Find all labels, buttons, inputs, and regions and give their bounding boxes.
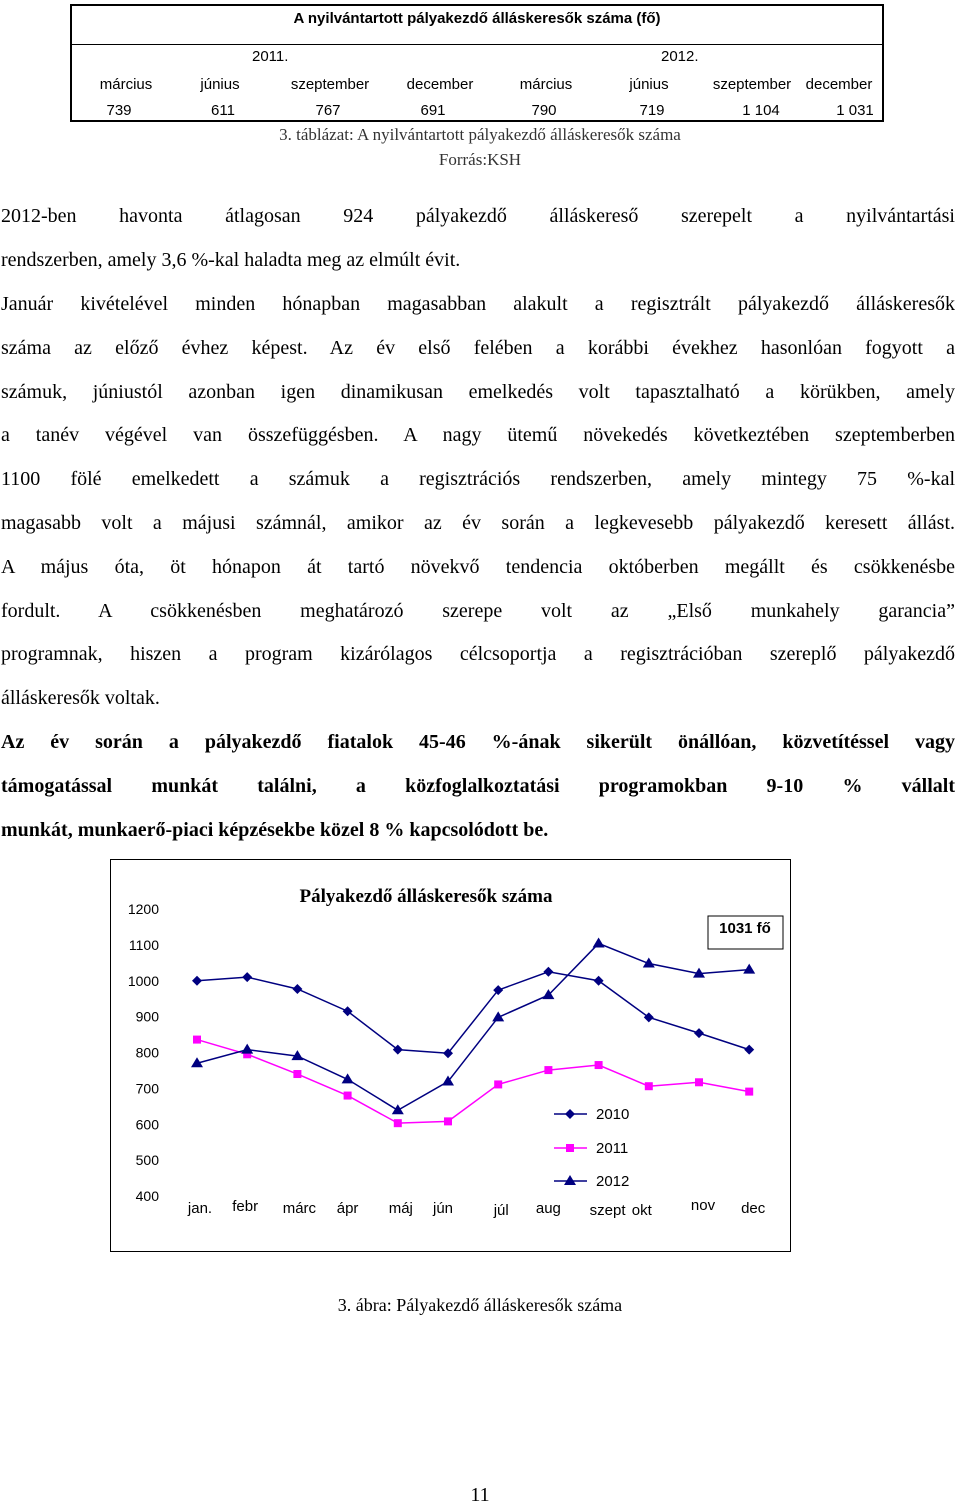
data-point-2010 <box>694 1028 704 1038</box>
table-cell: 767 <box>315 102 341 119</box>
y-tick-label: 800 <box>135 1044 159 1061</box>
data-point-2011 <box>394 1119 402 1127</box>
series-line-2011 <box>197 1040 749 1124</box>
x-tick-label: ápr <box>336 1200 359 1217</box>
legend-label: 2012 <box>596 1173 630 1190</box>
x-tick-label: nov <box>690 1197 716 1214</box>
data-point-2012 <box>743 964 755 974</box>
table-header-cell: december <box>805 76 873 93</box>
data-point-2011 <box>544 1066 552 1074</box>
legend-marker-2010 <box>565 1109 575 1119</box>
legend-marker-2012 <box>564 1175 576 1185</box>
data-point-2011 <box>293 1070 301 1078</box>
series-line-2010 <box>197 972 749 1053</box>
table-header-cell: szeptember <box>290 76 370 93</box>
x-tick-label: máj <box>388 1200 413 1217</box>
table-year: 2011. <box>252 48 289 65</box>
table-cell: 790 <box>531 102 557 119</box>
data-point-2011 <box>695 1078 703 1086</box>
table-cell: 691 <box>420 102 446 119</box>
x-tick-label: okt <box>631 1202 652 1219</box>
data-point-2011 <box>645 1082 653 1090</box>
data-point-2010 <box>192 976 202 986</box>
text-line: számuk, júniustól azonban igen dinamikusan emelkedés volt tapasztalható a körükben, amely <box>1 380 955 403</box>
y-tick-label: 600 <box>135 1116 159 1133</box>
data-table <box>70 4 884 122</box>
data-point-2010 <box>744 1045 754 1055</box>
line-chart <box>110 859 791 1252</box>
text-line: rendszerben, amely 3,6 %-kal haladta meg az elmúlt évit. <box>1 248 461 271</box>
text-line: Az év során a pályakezdő fiatalok 45-46 %-ának sikerült önállóan, közvetítéssel vagy <box>1 731 955 753</box>
text-line: magasabb volt a májusi számnál, amikor az év során a legkevesebb pályakezdő keresett állást. <box>1 511 955 534</box>
data-point-2010 <box>543 967 553 977</box>
data-point-2011 <box>494 1080 502 1088</box>
chart-title: Pályakezdő álláskeresők száma <box>299 886 553 907</box>
text-line: álláskeresők voltak. <box>1 687 160 710</box>
table-header-cell: szeptember <box>712 76 792 93</box>
table-source: Forrás:KSH <box>438 150 522 169</box>
paragraph-1 <box>1 195 955 283</box>
paragraph-3 <box>1 721 955 852</box>
annotation-label: 1031 fő <box>719 920 771 937</box>
data-point-2011 <box>745 1088 753 1096</box>
x-tick-label: márc <box>282 1200 317 1217</box>
x-tick-label: júl <box>493 1202 509 1219</box>
data-point-2011 <box>344 1092 352 1100</box>
x-tick-label: jún <box>432 1200 454 1217</box>
x-tick-label: aug <box>535 1200 561 1217</box>
data-point-2010 <box>242 972 252 982</box>
text-line: a tanév végével van összefüggésben. A nagy ütemű növekedés következtében szeptemberben <box>1 424 955 447</box>
table-title: A nyilvántartott pályakezdő álláskeresők száma (fő) <box>72 6 882 45</box>
table-caption: 3. táblázat: A nyilvántartott pályakezdő álláskeresők száma <box>279 125 681 144</box>
text-line: programnak, hiszen a program kizárólagos célcsoportja a regisztrációban szereplő pályakezdő <box>1 643 955 666</box>
table-cell: 719 <box>639 102 665 119</box>
y-tick-label: 1200 <box>127 901 159 917</box>
x-tick-label: dec <box>741 1200 766 1217</box>
table-cell: 611 <box>211 102 235 119</box>
y-tick-label: 400 <box>135 1188 159 1204</box>
data-point-2012 <box>492 1011 504 1021</box>
text-line: támogatással munkát találni, a közfoglalkoztatási programokban 9-10 % vállalt <box>1 774 955 797</box>
table-year: 2012. <box>661 48 699 65</box>
data-point-2011 <box>193 1036 201 1044</box>
page-number: 11 <box>470 1484 490 1506</box>
legend-label: 2010 <box>596 1106 630 1123</box>
table-cell: 1 031 <box>836 102 874 119</box>
chart-svg <box>111 860 792 1253</box>
data-point-2012 <box>392 1104 404 1114</box>
text-line: Január kivételével minden hónapban magasabban alakult a regisztrált pályakezdő álláskeresők <box>1 293 955 315</box>
y-tick-label: 1000 <box>127 972 159 989</box>
text-line: A május óta, öt hónapon át tartó növekvő tendencia októberben megállt és csökkenésbe <box>1 555 955 578</box>
table-year-row <box>72 46 882 72</box>
table-header-cell: június <box>629 76 669 93</box>
y-tick-label: 500 <box>135 1152 159 1169</box>
x-tick-label: szept <box>589 1202 626 1219</box>
table-cell: 1 104 <box>742 102 780 119</box>
data-point-2011 <box>595 1061 603 1069</box>
paragraph-2 <box>1 283 955 721</box>
figure-caption: 3. ábra: Pályakezdő álláskeresők száma <box>337 1295 623 1315</box>
data-point-2012 <box>342 1073 354 1083</box>
table-header-cell: március <box>519 76 573 93</box>
legend-label: 2011 <box>596 1140 629 1157</box>
x-tick-label: jan. <box>187 1200 213 1217</box>
data-point-2012 <box>593 937 605 947</box>
x-tick-label: febr <box>232 1198 259 1215</box>
text-line: 1100 fölé emelkedett a számuk a regisztrációs rendszerben, amely mintegy 75 %-kal <box>1 468 955 491</box>
data-point-2011 <box>444 1117 452 1125</box>
table-header-cell: december <box>406 76 474 93</box>
y-tick-label: 1100 <box>128 936 159 953</box>
text-line: munkát, munkaerő-piaci képzésekbe közel 8 % kapcsolódott be. <box>1 818 549 841</box>
data-point-2010 <box>644 1012 654 1022</box>
text-line: fordult. A csökkenésben meghatározó szerepe volt az „Első munkahely garancia” <box>1 599 955 622</box>
table-header-cell: június <box>200 76 240 93</box>
table-header-cell: március <box>99 76 153 93</box>
data-point-2010 <box>292 984 302 994</box>
data-point-2010 <box>594 976 604 986</box>
table-cell: 739 <box>106 102 132 119</box>
data-point-2012 <box>241 1044 253 1054</box>
y-tick-label: 700 <box>135 1080 159 1097</box>
y-tick-label: 900 <box>135 1008 159 1025</box>
text-line: száma az előző évhez képest. Az év első felében a korábbi évekhez hasonlóan fogyott a <box>1 336 955 359</box>
text-line: 2012-ben havonta átlagosan 924 pályakezdő álláskereső szerepelt a nyilvántartási <box>1 205 955 227</box>
legend-marker-2011 <box>566 1144 574 1152</box>
